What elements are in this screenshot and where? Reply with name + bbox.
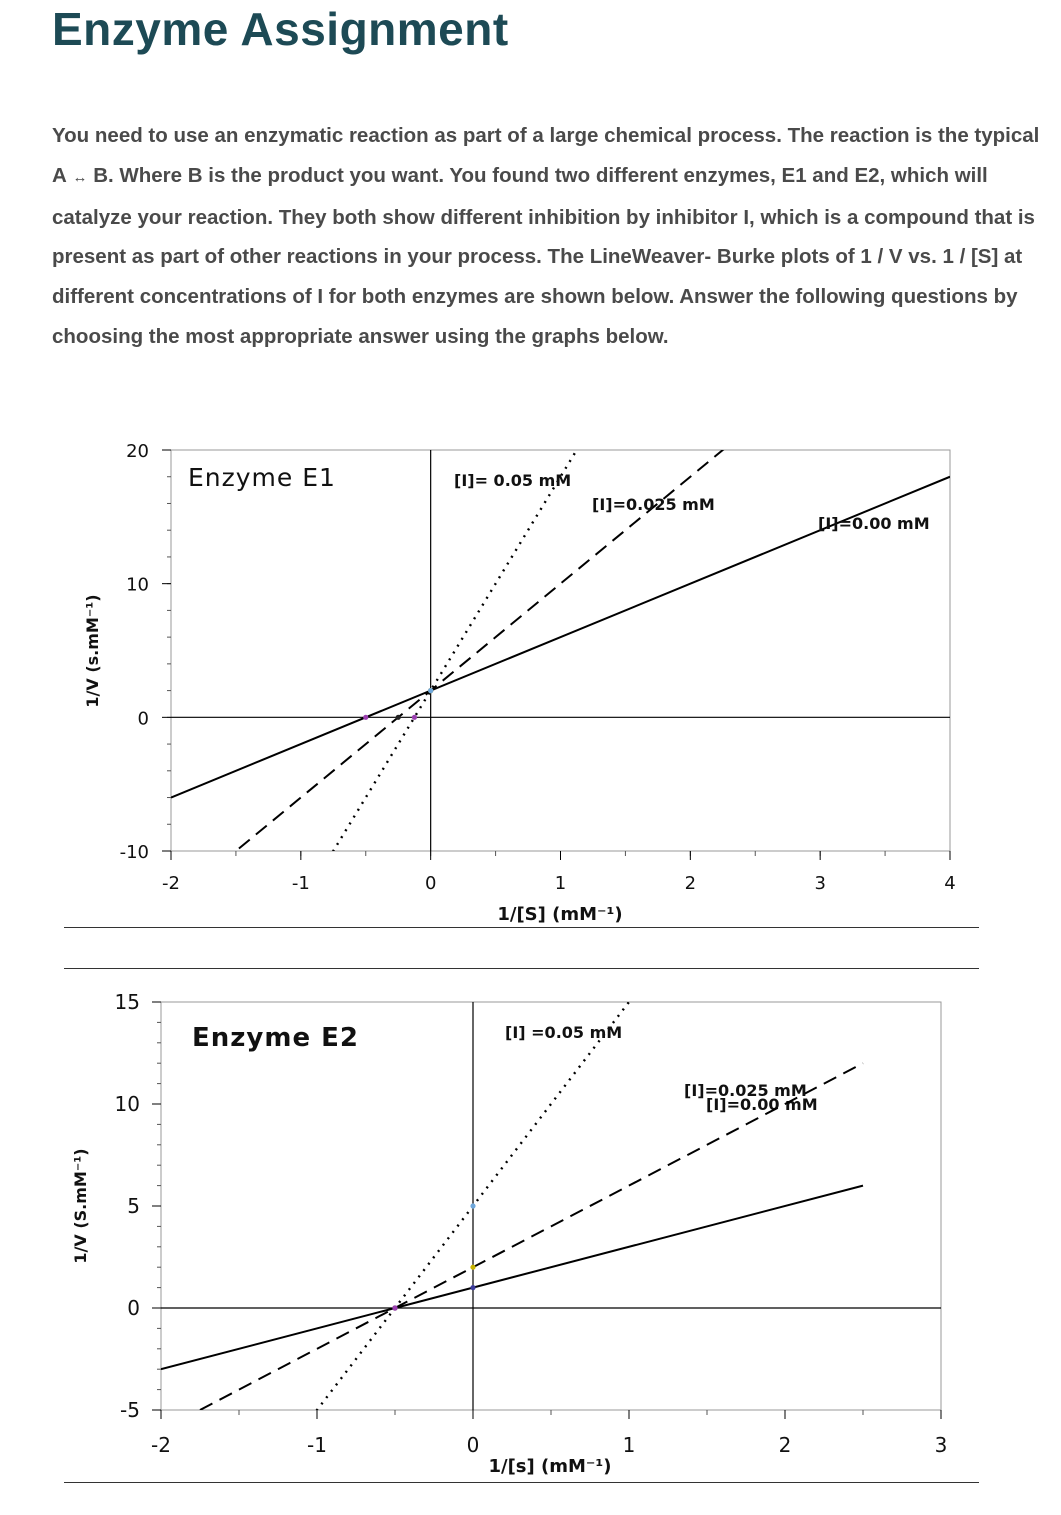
y-tick-label: -5 — [120, 1398, 140, 1422]
intercept-point — [396, 715, 401, 720]
y-tick-label: 15 — [114, 990, 140, 1014]
x-tick-label: -2 — [162, 873, 180, 894]
x-axis-label: 1/[S] (mM⁻¹) — [497, 904, 623, 925]
intercept-point — [412, 715, 417, 720]
y-tick-label: 5 — [127, 1194, 140, 1218]
x-tick-label: 2 — [778, 1433, 792, 1457]
series-label: [I]=0.025 mM — [592, 495, 715, 514]
series-label: [I]=0.00 mM — [706, 1095, 818, 1114]
intercept-point — [363, 715, 368, 720]
x-tick-label: 3 — [934, 1433, 948, 1457]
intro-text-part1: You need to use an enzymatic reaction as part of a large chemical process. The reaction is the typical A — [52, 124, 1040, 187]
y-axis-label: 1/V (S.mM⁻¹) — [71, 1148, 90, 1264]
reversible-arrow: ↔ — [72, 168, 88, 186]
series-line-solid — [161, 1186, 863, 1370]
y-tick-label: 10 — [114, 1092, 140, 1116]
intercept-point — [428, 688, 433, 693]
plot-area — [171, 450, 950, 851]
page-title: Enzyme Assignment — [52, 3, 509, 55]
plot-area — [161, 1002, 941, 1410]
intro-text-part2: B. Where B is the product you want. You found two different enzymes, E1 and E2, which will catalyze your reaction. They both show different inhibition by inhibitor I, which is a compound that is present as part of other reactions in your process. The LineWeaver- Burke plots of 1 / V vs. 1 / [S] at different concentrations of I for both enzymes are shown below. Answer the following questions by choosing the most appropriate answer using the graphs below. — [52, 163, 1035, 348]
x-tick-label: 1 — [554, 873, 567, 894]
series-label: [I]=0.00 mM — [818, 514, 930, 533]
problem-statement — [52, 116, 1052, 357]
chart-title: Enzyme E2 — [192, 1023, 359, 1053]
series-label: [I]= 0.05 mM — [454, 471, 572, 490]
chart-enzyme-e1 — [0, 436, 1061, 926]
intercept-point — [470, 1203, 475, 1208]
series-label: [I] =0.05 mM — [505, 1023, 623, 1042]
y-tick-label: 0 — [137, 708, 149, 730]
x-axis-label: 1/[s] (mM⁻¹) — [488, 1456, 612, 1477]
x-tick-label: 4 — [944, 873, 956, 894]
x-tick-label: -2 — [151, 1433, 171, 1457]
y-tick-label: 10 — [126, 574, 149, 596]
x-tick-label: 1 — [622, 1433, 636, 1457]
y-tick-label: 0 — [127, 1296, 140, 1320]
series-line-dashed — [161, 1063, 863, 1430]
x-tick-label: 0 — [466, 1433, 480, 1457]
intercept-point — [470, 1265, 475, 1270]
x-tick-label: -1 — [307, 1433, 327, 1457]
y-tick-label: 20 — [126, 441, 149, 462]
divider-line — [64, 968, 979, 969]
series-label: [I]=0.025 mM — [684, 1081, 807, 1100]
intercept-point — [392, 1305, 397, 1310]
x-tick-label: 0 — [424, 873, 437, 894]
y-axis-label: 1/V (s.mM⁻¹) — [83, 594, 102, 708]
intercept-point — [470, 1285, 475, 1290]
x-tick-label: 3 — [814, 873, 826, 894]
chart-enzyme-e2 — [0, 992, 1061, 1482]
x-tick-label: -1 — [291, 873, 310, 894]
series-line-dashed — [171, 263, 950, 905]
divider-line — [64, 1482, 979, 1483]
x-tick-label: 2 — [684, 873, 697, 894]
chart-title: Enzyme E1 — [188, 463, 336, 492]
y-tick-label: -10 — [119, 842, 149, 863]
divider-line — [64, 927, 979, 928]
